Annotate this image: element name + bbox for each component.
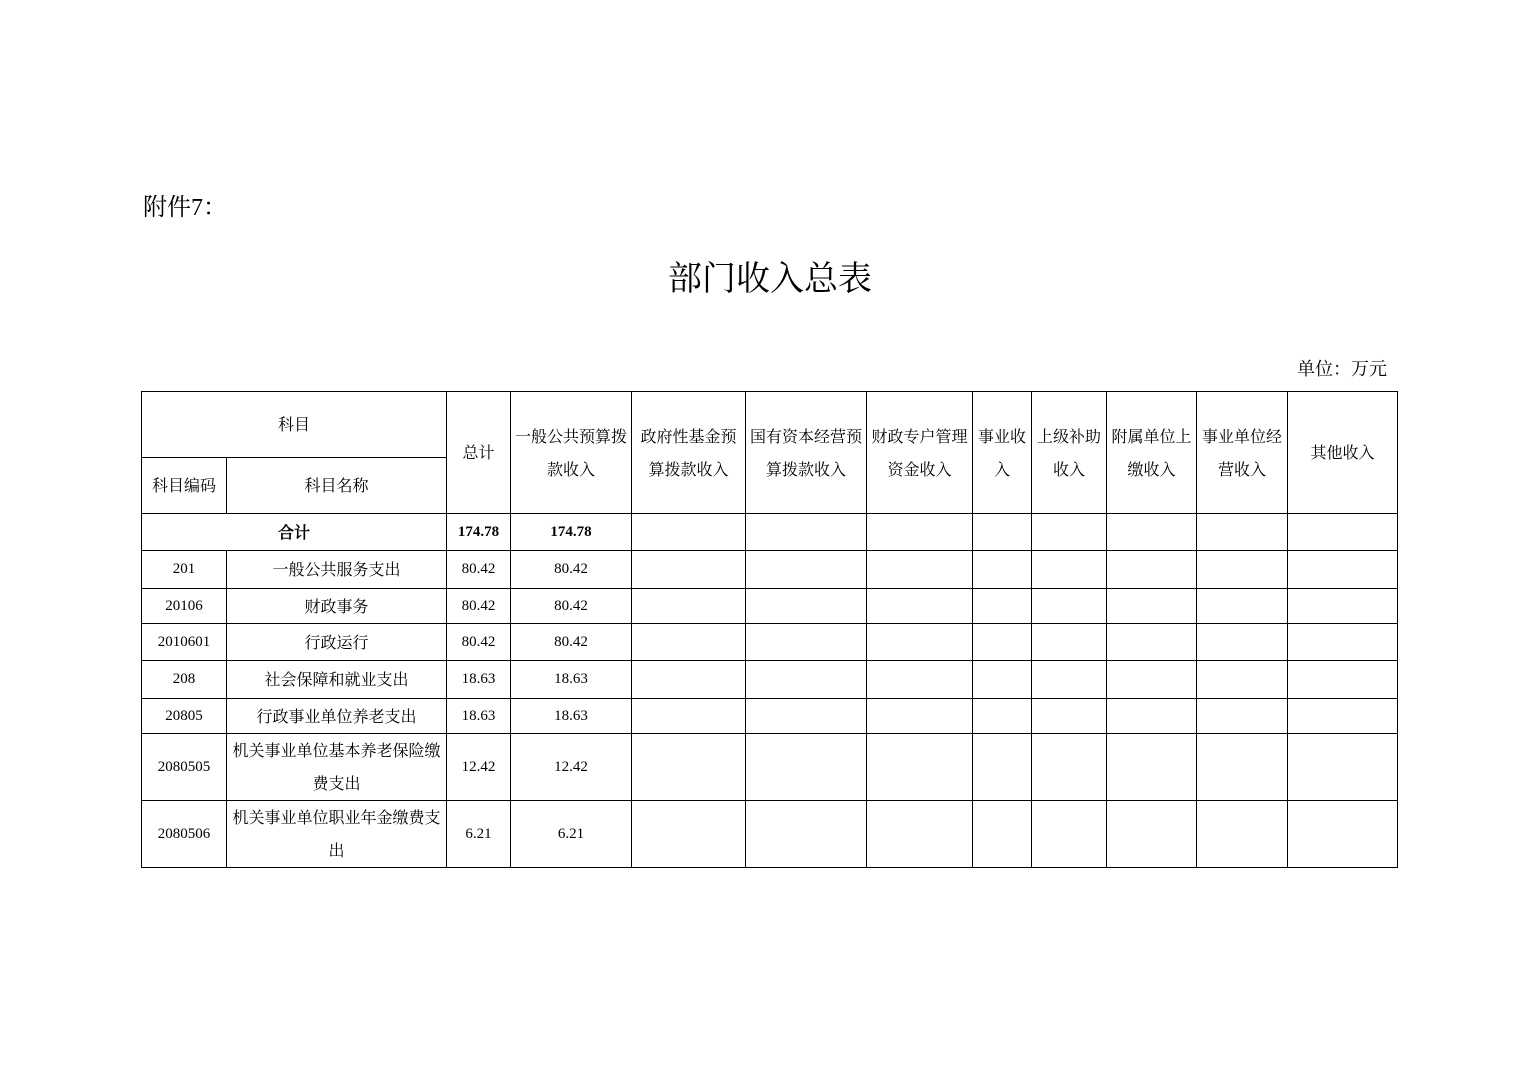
header-superior-subsidy: 上级补助收入 <box>1032 392 1107 514</box>
header-row <box>142 392 1398 458</box>
total-cell: 80.42 <box>447 624 511 661</box>
subject-name-cell: 一般公共服务支出 <box>227 551 447 589</box>
subject-name-cell: 财政事务 <box>227 589 447 624</box>
total-cell: 18.63 <box>447 699 511 734</box>
total-cell: 12.42 <box>447 734 511 801</box>
subject-code-cell: 2010601 <box>142 624 227 661</box>
header-total: 总计 <box>447 392 511 514</box>
total-cell: 18.63 <box>447 661 511 699</box>
general-budget-cell: 80.42 <box>511 589 632 624</box>
header-operating-income: 事业单位经营收入 <box>1197 392 1288 514</box>
unit-label: 单位：万元 <box>1297 359 1387 380</box>
total-general-budget-cell: 174.78 <box>511 514 632 551</box>
subject-code-cell: 20106 <box>142 589 227 624</box>
total-cell: 80.42 <box>447 589 511 624</box>
total-row <box>142 514 1398 551</box>
header-general-budget: 一般公共预算拨款收入 <box>511 392 632 514</box>
general-budget-cell: 18.63 <box>511 661 632 699</box>
table-row <box>142 551 1398 589</box>
attachment-label <box>143 190 227 225</box>
subject-code-cell: 208 <box>142 661 227 699</box>
header-affiliated-payment: 附属单位上缴收入 <box>1107 392 1197 514</box>
table-row <box>142 661 1398 699</box>
attachment-colon: ： <box>203 193 227 221</box>
subject-name-cell: 机关事业单位基本养老保险缴费支出 <box>227 734 447 801</box>
header-business-income: 事业收入 <box>973 392 1032 514</box>
header-other-income: 其他收入 <box>1288 392 1398 514</box>
income-summary-table <box>141 391 1398 868</box>
general-budget-cell: 18.63 <box>511 699 632 734</box>
general-budget-cell: 12.42 <box>511 734 632 801</box>
table-row <box>142 699 1398 734</box>
total-cell: 6.21 <box>447 801 511 868</box>
attachment-number: 7 <box>191 195 203 221</box>
subject-name-cell: 社会保障和就业支出 <box>227 661 447 699</box>
subject-code-cell: 20805 <box>142 699 227 734</box>
subject-name-cell: 行政运行 <box>227 624 447 661</box>
subject-name-cell: 行政事业单位养老支出 <box>227 699 447 734</box>
table-row <box>142 589 1398 624</box>
table-row <box>142 801 1398 868</box>
subject-code-cell: 2080506 <box>142 801 227 868</box>
attachment-text: 附件 <box>143 193 191 221</box>
total-label: 合计 <box>142 514 447 551</box>
general-budget-cell: 80.42 <box>511 551 632 589</box>
header-subject-code: 科目编码 <box>142 458 227 514</box>
header-subject-name: 科目名称 <box>227 458 447 514</box>
general-budget-cell: 80.42 <box>511 624 632 661</box>
general-budget-cell: 6.21 <box>511 801 632 868</box>
total-cell: 174.78 <box>447 514 511 551</box>
subject-name-cell: 机关事业单位职业年金缴费支出 <box>227 801 447 868</box>
subject-code-cell: 2080505 <box>142 734 227 801</box>
total-cell: 80.42 <box>447 551 511 589</box>
table-row <box>142 624 1398 661</box>
header-fiscal-special: 财政专户管理资金收入 <box>867 392 973 514</box>
page-title: 部门收入总表 <box>668 259 872 299</box>
subject-code-cell: 201 <box>142 551 227 589</box>
table-row <box>142 734 1398 801</box>
header-state-capital: 国有资本经营预算拨款收入 <box>746 392 867 514</box>
header-subject: 科目 <box>142 392 447 458</box>
header-gov-fund: 政府性基金预算拨款收入 <box>632 392 746 514</box>
